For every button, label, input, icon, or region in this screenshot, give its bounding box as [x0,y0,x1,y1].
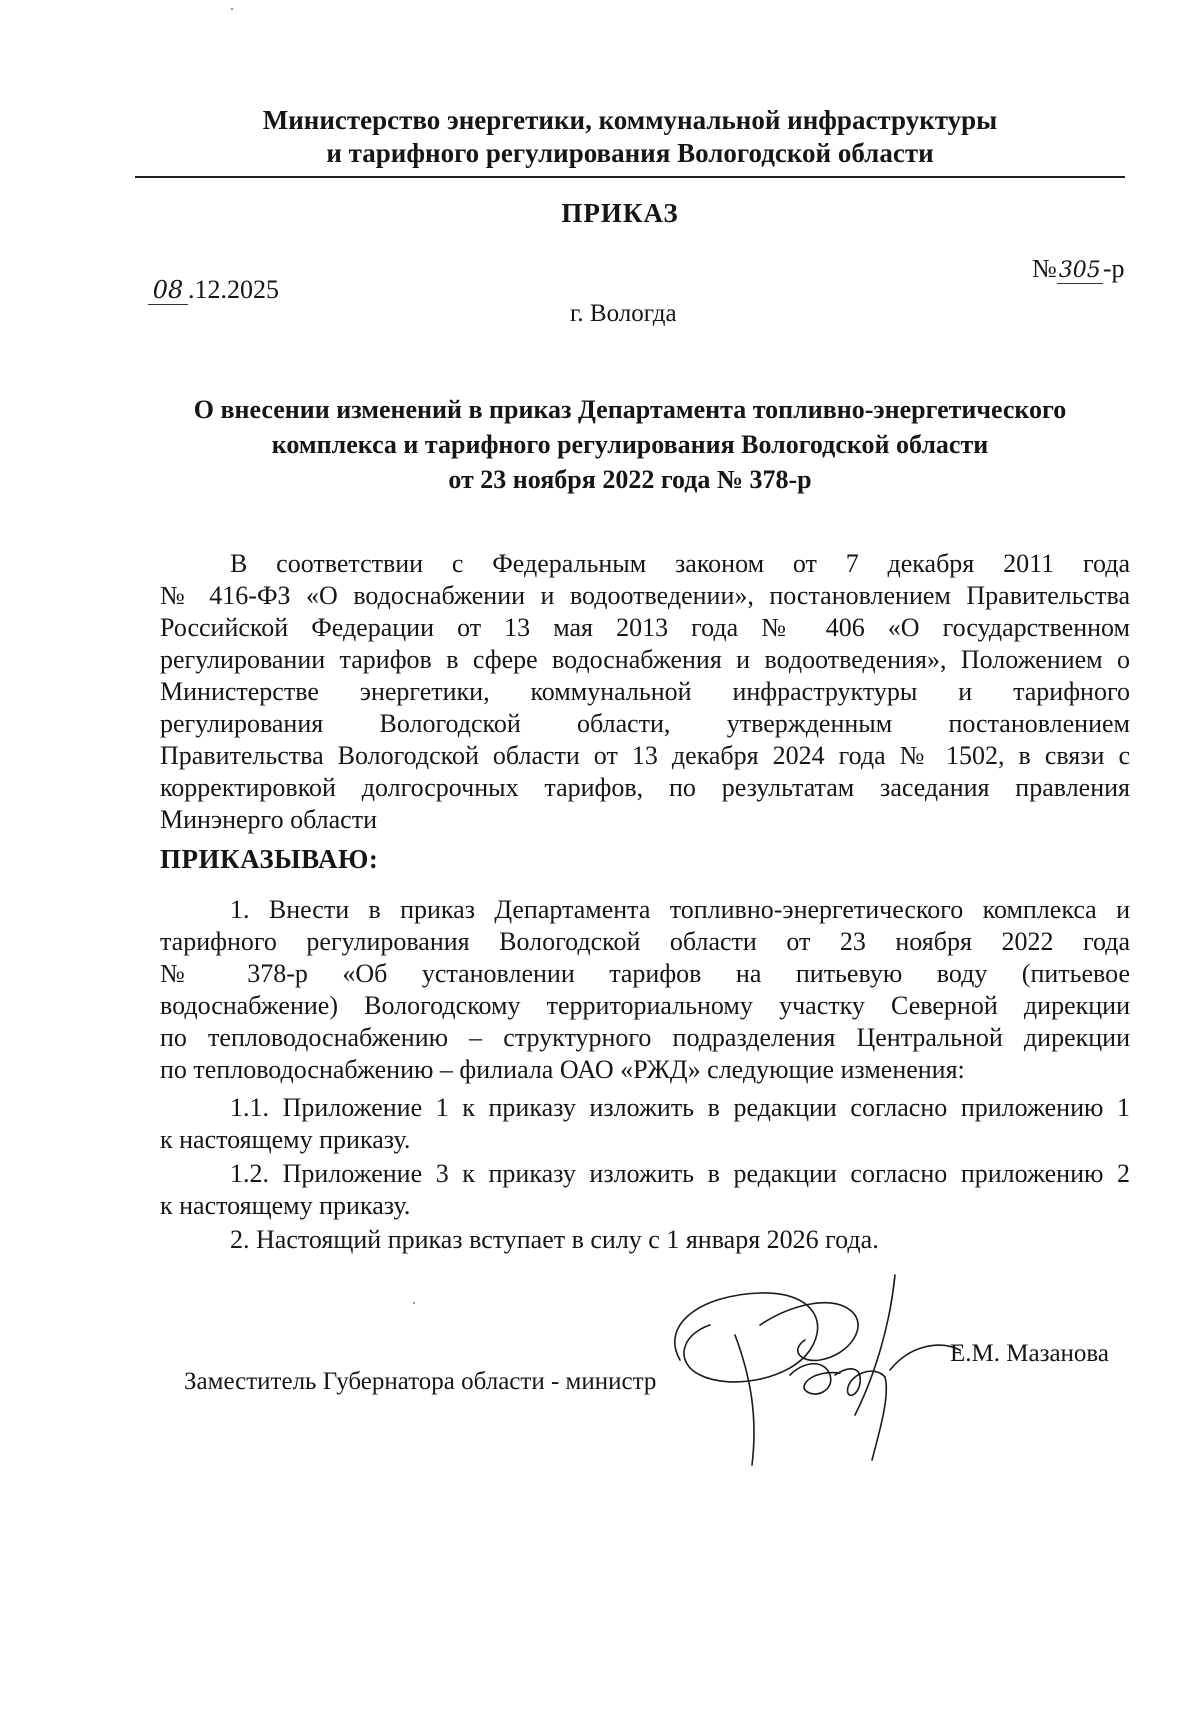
preamble-line: Российской Федерации от 13 мая 2013 года № 406 «О государственном [160,613,1130,642]
preamble-line: Минэнерго области [160,805,377,834]
preamble-line: регулирования Вологодской области, утвержденным постановлением [160,709,1130,738]
item-1-1-paragraph [160,1092,1130,1156]
date-month-year: .12.2025 [188,275,279,304]
signature-image [640,1265,970,1485]
preamble-paragraph [160,548,1130,836]
header-divider [135,176,1125,178]
item-1-line: по тепловодоснабжению – филиала ОАО «РЖД» следующие изменения: [160,1055,965,1084]
item-2-paragraph [160,1224,1130,1256]
item-1-line: водоснабжение) Вологодскому территориальному участку Северной дирекции [160,991,1130,1020]
item-1-paragraph [160,894,1130,1086]
scan-speck [413,1302,415,1304]
item-2-line: 2. Настоящий приказ вступает в силу с 1 января 2026 года. [230,1225,879,1254]
signer-name: Е.М. Мазанова [950,1340,1109,1367]
item-1-2-line: 1.2. Приложение 3 к приказу изложить в редакции согласно приложению 2 [230,1159,1130,1188]
item-1-2-paragraph [160,1158,1130,1222]
number-suffix: -р [1102,254,1125,283]
document-number [1032,254,1124,284]
document-subject [160,392,1100,497]
preamble-line: Министерстве энергетики, коммунальной инфраструктуры и тарифного [160,677,1130,706]
item-1-1-line: 1.1. Приложение 1 к приказу изложить в редакции согласно приложению 1 [230,1093,1130,1122]
number-sign: № [1032,254,1057,283]
signer-position: Заместитель Губернатора области - министр [184,1368,657,1395]
decree-heading: ПРИКАЗЫВАЮ: [160,844,379,874]
document-city: г. Вологда [570,300,677,327]
preamble-line: Правительства Вологодской области от 13 декабря 2024 года № 1502, в связи с [160,741,1130,770]
item-1-1-line: к настоящему приказу. [160,1125,411,1154]
subject-line: от 23 ноября 2022 года № 378-р [448,465,812,494]
subject-line: О внесении изменений в приказ Департамента топливно-энергетического [193,395,1067,424]
item-1-line: 1. Внести в приказ Департамента топливно-энергетического комплекса и [230,895,1130,924]
subject-line: комплекса и тарифного регулирования Вологодской области [271,430,989,459]
date-day-handwritten: 08 [148,276,188,305]
item-1-line: тарифного регулирования Вологодской области от 23 ноября 2022 года [160,927,1130,956]
document-title: ПРИКАЗ [561,198,679,228]
item-1-2-line: к настоящему приказу. [160,1191,411,1220]
number-value-handwritten: 305 [1058,258,1101,283]
ministry-name-line2: и тарифного регулирования Вологодской области [326,138,934,168]
ministry-name-line1: Министерство энергетики, коммунальной инфраструктуры [262,105,998,135]
scan-speck [231,8,233,10]
item-1-line: по тепловодоснабжению – структурного подразделения Центральной дирекции [160,1023,1130,1052]
document-date [148,275,279,305]
item-1-line: № 378-р «Об установлении тарифов на питьевую воду (питьевое [160,959,1130,988]
preamble-line: № 416-ФЗ «О водоснабжении и водоотведении», постановлением Правительства [160,581,1130,610]
preamble-line: В соответствии с Федеральным законом от 7 декабря 2011 года [230,549,1130,578]
preamble-line: регулировании тарифов в сфере водоснабжения и водоотведения», Положением о [160,645,1130,674]
preamble-line: корректировкой долгосрочных тарифов, по результатам заседания правления [160,773,1130,802]
